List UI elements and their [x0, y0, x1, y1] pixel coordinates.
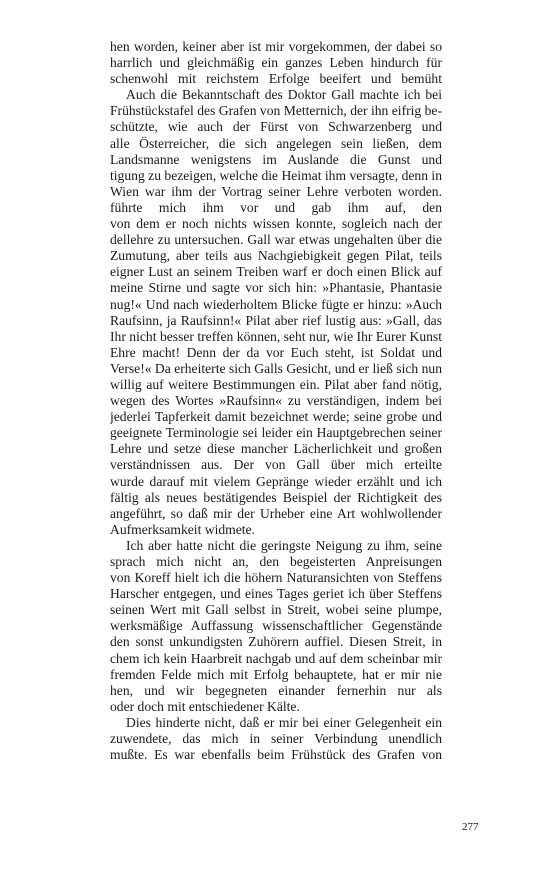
text-line: nug!« Und nach wiederholtem Blicke fügte er hinzu: »Auch [110, 296, 442, 312]
text-line: Raufsinn, ja Raufsinn!« Pilat aber rief lustig aus: »Gall, das [110, 312, 442, 328]
text-line: Ich aber hatte nicht die geringste Neigung zu ihm, seine [126, 537, 442, 553]
text-line: seinen Wert mit Gall selbst in Streit, wobei seine plumpe, [110, 602, 442, 618]
text-line: Landsmanne wenigstens im Auslande die Gunst und [110, 151, 442, 167]
text-line: führte mich ihm vor und gab ihm auf, den [110, 199, 442, 215]
text-line: Lehre und setze diese mancher Lächerlichkeit und großen [110, 441, 442, 457]
text-line: Ihr nicht besser treffen können, seht nur, wie Ihr Eurer Kunst [110, 328, 442, 344]
text-line: Ehre macht! Denn der da vor Euch steht, ist Soldat und [110, 344, 442, 360]
text-line: Harscher entgegen, und eines Tages geriet ich über Steffens [110, 586, 442, 602]
text-line: angeführt, so daß mir der Urheber eine Art wohlwollender [110, 505, 442, 521]
text-line: zuwendete, das mich in seiner Verbindung unendlich [110, 731, 442, 747]
book-page-text [110, 39, 442, 763]
text-line: Dies hinderte nicht, daß er mir bei einer Gelegenheit ein [126, 714, 442, 730]
text-line: fremden Felde mich mit Erfolg behauptete, hat er mir nie [110, 666, 442, 682]
text-line: meine Stirne und sagte vor sich hin: »Phantasie, Phantasie [110, 280, 442, 296]
text-line: wegen des Wortes »Raufsinn« zu verständigen, indem bei [110, 393, 442, 409]
text-line: jederlei Tapferkeit damit bezeichnet werde; seine grobe und [110, 409, 442, 425]
text-line: harrlich und gleichmäßig ein ganzes Leben hindurch für [110, 55, 442, 71]
text-line: Zumutung, aber teils aus Nachgiebigkeit gegen Pilat, teils [110, 248, 442, 264]
text-line: Frühstückstafel des Grafen von Metternich, der ihn eifrig be- [110, 103, 442, 119]
text-line: werksmäßige Auffassung wissenschaftlicher Gegenstände [110, 618, 442, 634]
text-line: eigner Lust an seinem Treiben warf er doch einen Blick auf [110, 264, 442, 280]
text-line: Auch die Bekanntschaft des Doktor Gall machte ich bei [126, 87, 442, 103]
text-line: tigung zu bezeigen, welche die Heimat ihm versagte, denn in [110, 167, 442, 183]
text-line: mußte. Es war ebenfalls beim Frühstück des Grafen von [110, 747, 442, 763]
text-line: dellehre zu untersuchen. Gall war etwas ungehalten über die [110, 232, 442, 248]
text-line: Aufmerksamkeit widmete. [110, 521, 255, 537]
text-line: sprach mich nicht an, den begeisterten Anpreisungen [110, 554, 442, 569]
text-line: alle Österreicher, die sich angelegen sein ließen, dem [110, 135, 442, 151]
text-line: Verse!« Da erheiterte sich Galls Gesicht, und er ließ sich nun [110, 360, 442, 376]
text-line: von Koreff hielt ich die höhern Naturansichten von Steffens [110, 570, 442, 586]
text-line: den sonst unkundigsten Zuhörern auffiel. Diesen Streit, in [110, 634, 442, 650]
text-line: willig auf weitere Bestimmungen ein. Pilat aber fand nötig, [110, 376, 442, 392]
page-number: 277 [462, 821, 479, 833]
text-line: oder doch mit entschiedener Kälte. [110, 698, 300, 714]
text-line: wurde darauf mit vielem Gepränge wieder erzählt und ich [110, 473, 442, 489]
text-line: verständnissen aus. Der von Gall über mich erteilte [110, 457, 442, 473]
text-line: schenwohl mit reichstem Erfolge beeifert und bemüht [110, 71, 442, 87]
text-line: von dem er noch nichts wissen konnte, sogleich nach der [110, 216, 442, 232]
text-line: chem ich kein Haarbreit nachgab und auf dem scheinbar mir [110, 650, 442, 666]
text-line: Wien war ihm der Vortrag seiner Lehre verboten worden. [110, 183, 442, 199]
text-line: fältig als neues bestätigendes Beispiel der Richtigkeit des [110, 489, 442, 505]
text-line: hen worden, keiner aber ist mir vorgekommen, der dabei so [110, 39, 442, 54]
text-line: schützte, wie auch der Fürst von Schwarzenberg und [110, 119, 442, 135]
text-line: geeignete Terminologie sei leider ein Hauptgebrechen seiner [110, 425, 442, 441]
text-line: hen, und wir begegneten einander fernerhin nur als [110, 682, 442, 698]
